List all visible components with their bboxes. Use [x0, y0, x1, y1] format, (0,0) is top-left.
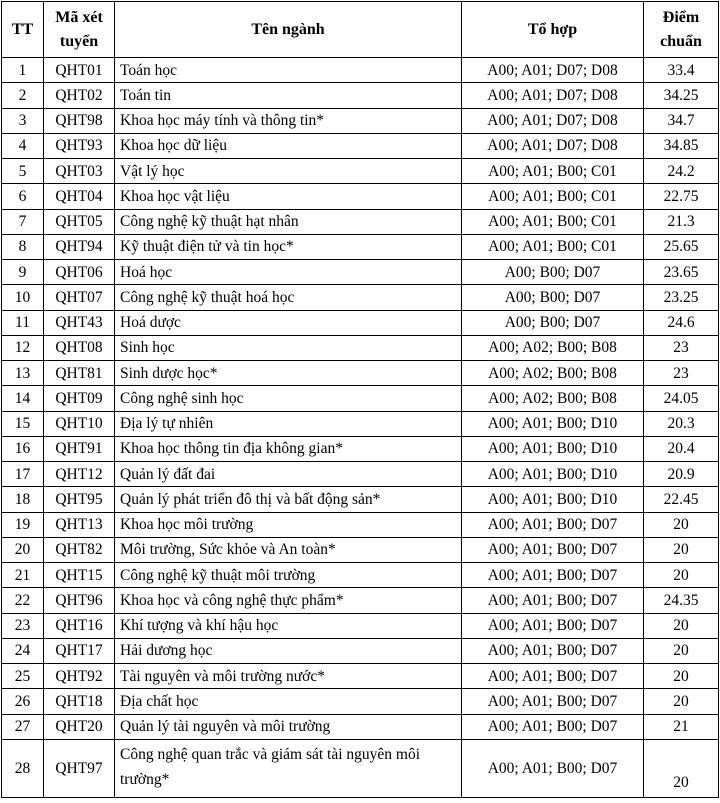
cell-combo: A00; A01; D07; D08 [462, 108, 644, 133]
cell-code: QHT12 [44, 462, 115, 487]
cell-name: Khoa học máy tính và thông tin* [115, 108, 462, 133]
header-tt: TT [2, 2, 44, 58]
cell-tt: 22 [2, 588, 44, 613]
table-row [2, 159, 719, 184]
table-row [2, 714, 719, 739]
cell-tt: 25 [2, 664, 44, 689]
header-score: Điểm chuẩn [644, 2, 719, 58]
table-row [2, 436, 719, 461]
cell-code: QHT92 [44, 664, 115, 689]
table-row [2, 361, 719, 386]
cell-score: 33.4 [644, 58, 719, 83]
cell-name: Môi trường, Sức khỏe và An toàn* [115, 537, 462, 562]
cell-tt: 7 [2, 209, 44, 234]
cell-name: Khoa học vật liệu [115, 184, 462, 209]
cell-code: QHT98 [44, 108, 115, 133]
table-row [2, 664, 719, 689]
cell-combo: A00; A01; B00; D07 [462, 512, 644, 537]
cell-tt: 13 [2, 361, 44, 386]
cell-code: QHT10 [44, 411, 115, 436]
cell-name: Công nghệ sinh học [115, 386, 462, 411]
cell-tt: 15 [2, 411, 44, 436]
cell-name: Khoa học môi trường [115, 512, 462, 537]
header-name: Tên ngành [115, 2, 462, 58]
cell-name: Khoa học thông tin địa không gian* [115, 436, 462, 461]
cell-name: Hải dương học [115, 638, 462, 663]
cell-tt: 24 [2, 638, 44, 663]
cell-tt: 19 [2, 512, 44, 537]
table-row [2, 613, 719, 638]
table-row [2, 487, 719, 512]
cell-name: Địa chất học [115, 689, 462, 714]
cell-score: 20 [644, 613, 719, 638]
cell-combo: A00; A01; B00; D07 [462, 537, 644, 562]
cell-tt: 14 [2, 386, 44, 411]
cell-score: 20.9 [644, 462, 719, 487]
table-row [2, 588, 719, 613]
cell-score: 20 [644, 537, 719, 562]
cell-score: 20.4 [644, 436, 719, 461]
table-row [2, 234, 719, 259]
cell-name: Hoá học [115, 260, 462, 285]
table-row [2, 260, 719, 285]
cell-tt: 18 [2, 487, 44, 512]
table-row [2, 537, 719, 562]
cell-code: QHT18 [44, 689, 115, 714]
cell-code: QHT81 [44, 361, 115, 386]
cell-score: 20.3 [644, 411, 719, 436]
cell-tt: 1 [2, 58, 44, 83]
cell-tt: 20 [2, 537, 44, 562]
cell-combo: A00; A01; B00; D10 [462, 462, 644, 487]
table-row [2, 285, 719, 310]
table-row [2, 739, 719, 797]
cell-combo: A00; B00; D07 [462, 260, 644, 285]
cell-score: 22.75 [644, 184, 719, 209]
cell-code: QHT03 [44, 159, 115, 184]
cell-score: 34.25 [644, 83, 719, 108]
cell-combo: A00; A02; B00; B08 [462, 361, 644, 386]
cell-score: 22.45 [644, 487, 719, 512]
cell-combo: A00; A01; B00; C01 [462, 209, 644, 234]
cell-code: QHT07 [44, 285, 115, 310]
cell-combo: A00; A01; B00; D07 [462, 638, 644, 663]
cell-name: Hoá dược [115, 310, 462, 335]
table-row [2, 411, 719, 436]
table-row [2, 209, 719, 234]
cell-code: QHT17 [44, 638, 115, 663]
cell-name: Quản lý tài nguyên và môi trường [115, 714, 462, 739]
cell-score: 24.6 [644, 310, 719, 335]
header-combo: Tổ hợp [462, 2, 644, 58]
cell-score: 20 [644, 638, 719, 663]
cell-name: Sinh dược học* [115, 361, 462, 386]
cell-name: Tài nguyên và môi trường nước* [115, 664, 462, 689]
cell-name: Khoa học dữ liệu [115, 133, 462, 158]
cell-tt: 21 [2, 563, 44, 588]
cell-score: 23 [644, 335, 719, 360]
cell-combo: A00; A01; B00; D07 [462, 613, 644, 638]
table-row [2, 335, 719, 360]
cell-combo: A00; A01; D07; D08 [462, 58, 644, 83]
cell-score: 24.05 [644, 386, 719, 411]
cell-combo: A00; A01; B00; C01 [462, 234, 644, 259]
table-row [2, 83, 719, 108]
cell-name: Kỹ thuật điện tử và tin học* [115, 234, 462, 259]
table-row [2, 184, 719, 209]
cell-code: QHT97 [44, 739, 115, 797]
cell-score: 25.65 [644, 234, 719, 259]
cell-tt: 2 [2, 83, 44, 108]
cell-code: QHT43 [44, 310, 115, 335]
cell-combo: A00; A02; B00; B08 [462, 386, 644, 411]
cell-name: Công nghệ kỹ thuật hạt nhân [115, 209, 462, 234]
cell-tt: 6 [2, 184, 44, 209]
cell-tt: 16 [2, 436, 44, 461]
header-row [2, 2, 719, 58]
table-row [2, 462, 719, 487]
header-code: Mã xét tuyển [44, 2, 115, 58]
table-row [2, 133, 719, 158]
cell-score: 20 [644, 563, 719, 588]
cell-score: 20 [644, 739, 719, 797]
cell-code: QHT01 [44, 58, 115, 83]
cell-combo: A00; A01; D07; D08 [462, 83, 644, 108]
cell-combo: A00; A01; B00; D07 [462, 739, 644, 797]
cell-combo: A00; A01; D07; D08 [462, 133, 644, 158]
cell-combo: A00; A01; B00; D10 [462, 487, 644, 512]
cell-tt: 10 [2, 285, 44, 310]
cell-score: 24.2 [644, 159, 719, 184]
cell-tt: 3 [2, 108, 44, 133]
cell-combo: A00; A01; B00; D07 [462, 563, 644, 588]
cell-code: QHT20 [44, 714, 115, 739]
table-row [2, 689, 719, 714]
cell-score: 23 [644, 361, 719, 386]
cell-code: QHT82 [44, 537, 115, 562]
cell-name: Khí tượng và khí hậu học [115, 613, 462, 638]
admission-score-table [1, 1, 719, 798]
cell-name: Sinh học [115, 335, 462, 360]
cell-code: QHT95 [44, 487, 115, 512]
table-row [2, 310, 719, 335]
cell-combo: A00; B00; D07 [462, 310, 644, 335]
cell-name: Công nghệ kỹ thuật môi trường [115, 563, 462, 588]
cell-name: Công nghệ kỹ thuật hoá học [115, 285, 462, 310]
cell-score: 20 [644, 689, 719, 714]
cell-tt: 28 [2, 739, 44, 797]
cell-name: Toán học [115, 58, 462, 83]
cell-score: 20 [644, 512, 719, 537]
cell-tt: 9 [2, 260, 44, 285]
cell-score: 34.7 [644, 108, 719, 133]
cell-code: QHT15 [44, 563, 115, 588]
cell-score: 24.35 [644, 588, 719, 613]
cell-name: Công nghệ quan trắc và giám sát tài nguyên môi trường* [115, 739, 462, 797]
cell-name: Quản lý phát triển đô thị và bất động sản* [115, 487, 462, 512]
cell-tt: 26 [2, 689, 44, 714]
table-row [2, 512, 719, 537]
cell-combo: A00; B00; D07 [462, 285, 644, 310]
cell-name: Địa lý tự nhiên [115, 411, 462, 436]
table-row [2, 108, 719, 133]
cell-name: Toán tin [115, 83, 462, 108]
cell-code: QHT93 [44, 133, 115, 158]
table-row [2, 638, 719, 663]
cell-name: Khoa học và công nghệ thực phẩm* [115, 588, 462, 613]
cell-code: QHT94 [44, 234, 115, 259]
table-row [2, 563, 719, 588]
cell-code: QHT16 [44, 613, 115, 638]
cell-code: QHT08 [44, 335, 115, 360]
cell-score: 34.85 [644, 133, 719, 158]
cell-combo: A00; A02; B00; B08 [462, 335, 644, 360]
cell-tt: 17 [2, 462, 44, 487]
cell-score: 21 [644, 714, 719, 739]
cell-code: QHT04 [44, 184, 115, 209]
cell-code: QHT06 [44, 260, 115, 285]
cell-name: Vật lý học [115, 159, 462, 184]
cell-combo: A00; A01; B00; D10 [462, 436, 644, 461]
cell-score: 21.3 [644, 209, 719, 234]
cell-combo: A00; A01; B00; C01 [462, 159, 644, 184]
table-row [2, 386, 719, 411]
cell-score: 23.25 [644, 285, 719, 310]
cell-name: Quản lý đất đai [115, 462, 462, 487]
cell-combo: A00; A01; B00; D07 [462, 689, 644, 714]
cell-code: QHT09 [44, 386, 115, 411]
cell-tt: 23 [2, 613, 44, 638]
cell-combo: A00; A01; B00; D07 [462, 664, 644, 689]
cell-combo: A00; A01; B00; C01 [462, 184, 644, 209]
cell-combo: A00; A01; B00; D10 [462, 411, 644, 436]
cell-code: QHT91 [44, 436, 115, 461]
cell-code: QHT02 [44, 83, 115, 108]
cell-tt: 11 [2, 310, 44, 335]
cell-score: 20 [644, 664, 719, 689]
table-row [2, 58, 719, 83]
cell-code: QHT05 [44, 209, 115, 234]
cell-tt: 4 [2, 133, 44, 158]
cell-combo: A00; A01; B00; D07 [462, 588, 644, 613]
cell-code: QHT13 [44, 512, 115, 537]
cell-score: 23.65 [644, 260, 719, 285]
cell-combo: A00; A01; B00; D07 [462, 714, 644, 739]
cell-tt: 8 [2, 234, 44, 259]
cell-tt: 27 [2, 714, 44, 739]
cell-tt: 5 [2, 159, 44, 184]
cell-code: QHT96 [44, 588, 115, 613]
cell-tt: 12 [2, 335, 44, 360]
